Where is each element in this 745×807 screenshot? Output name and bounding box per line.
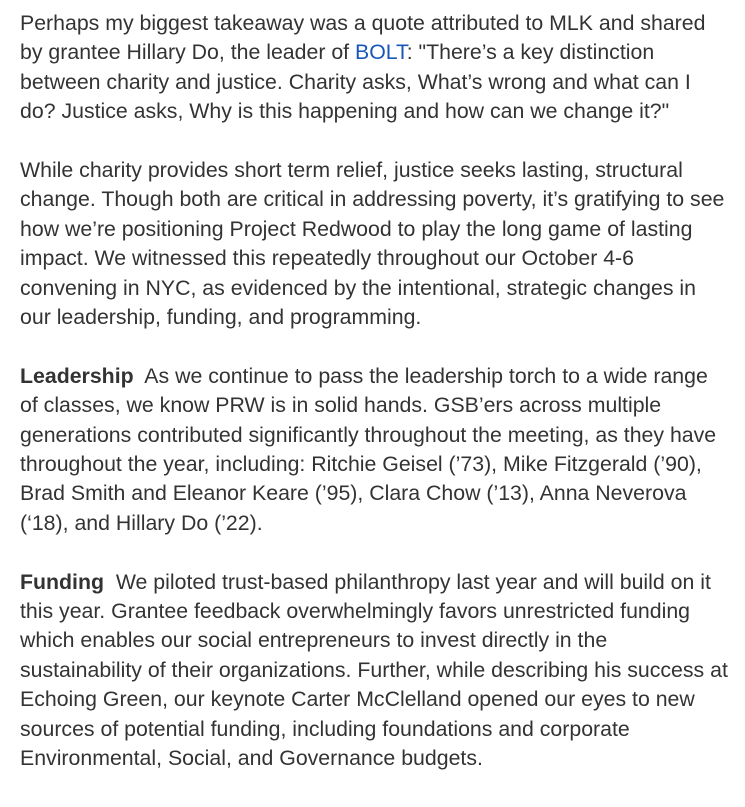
charity-justice-text: While charity provides short term relief, justice seeks lasting, structural change. Though both are critical in addressing poverty, it’s gratifying to see how we’re positioning Project Redwood to play the long game of lasting impact. We witnessed this repeatedly throughout our October 4-6 convening in NYC, as evidenced by the intentional, strategic changes in our leadership, funding, and programming.	[20, 158, 725, 330]
takeaway-text-before: Perhaps my biggest takeaway was a quote attributed to MLK and shared by grantee Hillary Do, the leader of	[20, 11, 706, 65]
leadership-heading: Leadership	[20, 363, 134, 388]
takeaway-text-after: : "There’s a key distinction between charity and justice. Charity asks, What’s wrong and what can I do? Justice asks, Why is this happening and how can we change it?"	[20, 40, 691, 124]
paragraph-takeaway	[20, 9, 731, 127]
paragraph-funding	[20, 568, 731, 774]
paragraph-leadership	[20, 362, 731, 538]
funding-text: We piloted trust-based philanthropy last year and will build on it this year. Grantee feedback overwhelmingly favors unrestricted funding which enables our social entrepreneurs to invest directly in the sustainability of their organizations. Further, while describing his success at Echoing Green, our keynote Carter McClelland opened our eyes to new sources of potential funding, including foundations and corporate Environmental, Social, and Governance budgets.	[20, 569, 728, 771]
leadership-text: As we continue to pass the leadership torch to a wide range of classes, we know PRW is in solid hands. GSB’ers across multiple generations contributed significantly throughout the meeting, as they have throughout the year, including: Ritchie Geisel (’73), Mike Fitzgerald (’90), Brad Smith and Eleanor Keare (’95), Clara Chow (’13), Anna Neverova (‘18), and Hillary Do (’22).	[20, 363, 717, 535]
bolt-link[interactable]: BOLT	[355, 40, 407, 65]
paragraph-charity-justice	[20, 156, 731, 332]
funding-heading: Funding	[20, 569, 104, 594]
